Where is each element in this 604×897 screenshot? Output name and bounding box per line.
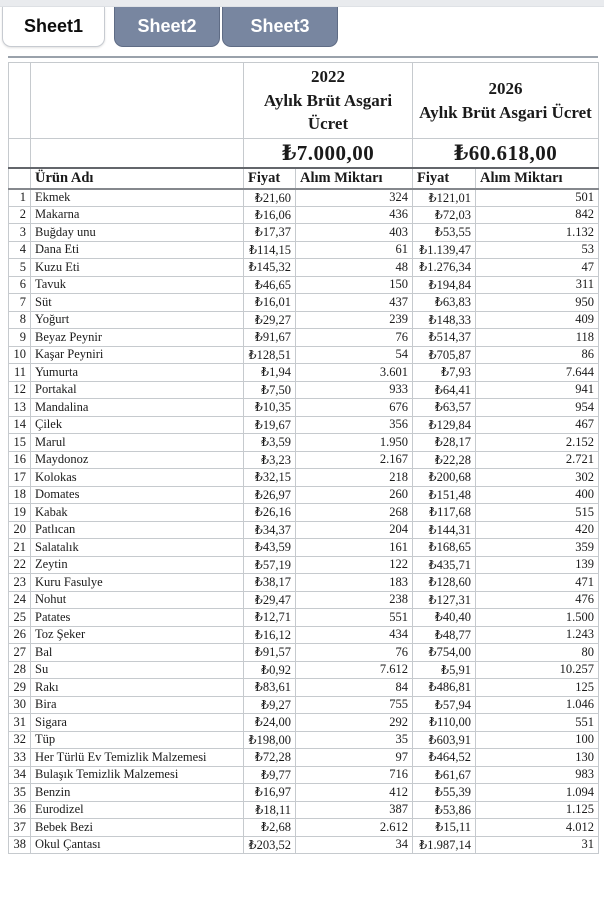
quantity-2022-cell[interactable]: 292 xyxy=(296,714,413,732)
quantity-2022-cell[interactable]: 403 xyxy=(296,224,413,242)
quantity-2026-cell[interactable]: 551 xyxy=(476,714,599,732)
product-name-cell[interactable]: Dana Eti xyxy=(31,241,244,259)
product-name-cell[interactable]: Kuru Fasulye xyxy=(31,574,244,592)
row-number-cell[interactable]: 35 xyxy=(9,784,31,802)
quantity-2026-cell[interactable]: 125 xyxy=(476,679,599,697)
table-row xyxy=(9,521,599,539)
table-row xyxy=(9,364,599,382)
table-row xyxy=(9,241,599,259)
table-row xyxy=(9,259,599,277)
quantity-2022-cell[interactable]: 356 xyxy=(296,416,413,434)
price-2026-cell[interactable]: ₺63,57 xyxy=(413,399,476,417)
row-number-cell[interactable]: 1 xyxy=(9,189,31,207)
year-2026-label: 2026 xyxy=(488,78,523,98)
quantity-2022-cell[interactable]: 239 xyxy=(296,311,413,329)
quantity-2022-cell[interactable]: 150 xyxy=(296,276,413,294)
quantity-2022-cell[interactable]: 260 xyxy=(296,486,413,504)
product-name-cell[interactable]: Portakal xyxy=(31,381,244,399)
price-2026-cell[interactable]: ₺63,83 xyxy=(413,294,476,312)
header-row-wages xyxy=(9,139,599,168)
price-2022-cell[interactable]: ₺26,97 xyxy=(244,486,296,504)
price-2026-cell[interactable]: ₺1.987,14 xyxy=(413,836,476,854)
quantity-2022-cell[interactable]: 35 xyxy=(296,731,413,749)
subtitle-2026-label: Aylık Brüt Asgari Ücret xyxy=(419,102,592,122)
product-header-spacer-cell[interactable] xyxy=(31,63,244,139)
quantity-2022-cell[interactable]: 183 xyxy=(296,574,413,592)
product-name-cell[interactable]: Marul xyxy=(31,434,244,452)
price-2026-cell[interactable]: ₺55,39 xyxy=(413,784,476,802)
price-2026-cell[interactable]: ₺194,84 xyxy=(413,276,476,294)
price-2026-cell[interactable]: ₺151,48 xyxy=(413,486,476,504)
quantity-2022-cell[interactable]: 3.601 xyxy=(296,364,413,382)
quantity-2026-column-header[interactable]: Alım Miktarı xyxy=(476,168,599,189)
table-row xyxy=(9,539,599,557)
tab-sheet3[interactable] xyxy=(222,7,338,47)
product-name-cell[interactable]: Patates xyxy=(31,609,244,627)
table-row xyxy=(9,626,599,644)
product-name-cell[interactable]: Okul Çantası xyxy=(31,836,244,854)
product-name-cell[interactable]: Çilek xyxy=(31,416,244,434)
table-body xyxy=(9,189,599,854)
price-2026-cell[interactable]: ₺200,68 xyxy=(413,469,476,487)
quantity-2022-cell[interactable]: 412 xyxy=(296,784,413,802)
product-name-cell[interactable]: Zeytin xyxy=(31,556,244,574)
price-2026-cell[interactable]: ₺514,37 xyxy=(413,329,476,347)
price-2022-cell[interactable]: ₺17,37 xyxy=(244,224,296,242)
price-2026-cell[interactable]: ₺705,87 xyxy=(413,346,476,364)
row-number-cell[interactable]: 14 xyxy=(9,416,31,434)
table-row xyxy=(9,329,599,347)
price-2026-cell[interactable]: ₺128,60 xyxy=(413,574,476,592)
price-2026-cell[interactable]: ₺28,17 xyxy=(413,434,476,452)
quantity-2026-cell[interactable]: 950 xyxy=(476,294,599,312)
price-2026-cell[interactable]: ₺110,00 xyxy=(413,714,476,732)
table-row xyxy=(9,346,599,364)
row-number-cell[interactable]: 7 xyxy=(9,294,31,312)
table-row xyxy=(9,276,599,294)
table-row xyxy=(9,224,599,242)
price-2026-cell[interactable]: ₺53,86 xyxy=(413,801,476,819)
table-row xyxy=(9,486,599,504)
row-number-cell[interactable]: 17 xyxy=(9,469,31,487)
table-row xyxy=(9,206,599,224)
row-number-cell[interactable]: 38 xyxy=(9,836,31,854)
price-2022-cell[interactable]: ₺12,71 xyxy=(244,609,296,627)
quantity-2022-cell[interactable]: 76 xyxy=(296,329,413,347)
product-name-cell[interactable]: Yumurta xyxy=(31,364,244,382)
sheet-tab-bar xyxy=(0,7,604,49)
top-strip xyxy=(0,0,604,7)
price-2026-cell[interactable]: ₺53,55 xyxy=(413,224,476,242)
quantity-2026-cell[interactable]: 400 xyxy=(476,486,599,504)
price-2026-cell[interactable]: ₺22,28 xyxy=(413,451,476,469)
price-2022-cell[interactable]: ₺29,27 xyxy=(244,311,296,329)
price-2026-cell[interactable]: ₺148,33 xyxy=(413,311,476,329)
price-2022-cell[interactable]: ₺43,59 xyxy=(244,539,296,557)
quantity-2022-cell[interactable]: 324 xyxy=(296,189,413,207)
quantity-2022-cell[interactable]: 716 xyxy=(296,766,413,784)
price-2022-cell[interactable]: ₺83,61 xyxy=(244,679,296,697)
price-2022-cell[interactable]: ₺38,17 xyxy=(244,574,296,592)
row-number-cell[interactable]: 21 xyxy=(9,539,31,557)
row-number-cell[interactable]: 25 xyxy=(9,609,31,627)
quantity-2022-cell[interactable]: 1.950 xyxy=(296,434,413,452)
row-number-cell[interactable]: 29 xyxy=(9,679,31,697)
table-row xyxy=(9,556,599,574)
price-2026-cell[interactable]: ₺1.139,47 xyxy=(413,241,476,259)
quantity-2022-cell[interactable]: 2.612 xyxy=(296,819,413,837)
quantity-2022-cell[interactable]: 76 xyxy=(296,644,413,662)
product-name-cell[interactable]: Mandalina xyxy=(31,399,244,417)
quantity-2026-cell[interactable]: 2.721 xyxy=(476,451,599,469)
row-number-cell[interactable]: 16 xyxy=(9,451,31,469)
price-2022-cell[interactable]: ₺29,47 xyxy=(244,591,296,609)
quantity-2022-cell[interactable]: 437 xyxy=(296,294,413,312)
product-name-cell[interactable]: Rakı xyxy=(31,679,244,697)
quantity-2026-cell[interactable]: 1.243 xyxy=(476,626,599,644)
table-row xyxy=(9,451,599,469)
quantity-2026-cell[interactable]: 4.012 xyxy=(476,819,599,837)
quantity-2026-cell[interactable]: 118 xyxy=(476,329,599,347)
tab-sheet1-label: Sheet1 xyxy=(23,16,84,36)
quantity-2022-cell[interactable]: 933 xyxy=(296,381,413,399)
price-2022-cell[interactable]: ₺114,15 xyxy=(244,241,296,259)
quantity-2026-cell[interactable]: 954 xyxy=(476,399,599,417)
header-row-titles xyxy=(9,63,599,139)
price-2026-cell[interactable]: ₺144,31 xyxy=(413,521,476,539)
product-name-cell[interactable]: Toz Şeker xyxy=(31,626,244,644)
row-number-cell[interactable]: 12 xyxy=(9,381,31,399)
quantity-2022-cell[interactable]: 48 xyxy=(296,259,413,277)
quantity-2026-cell[interactable]: 983 xyxy=(476,766,599,784)
quantity-2022-cell[interactable]: 54 xyxy=(296,346,413,364)
table-row xyxy=(9,801,599,819)
quantity-2026-cell[interactable]: 86 xyxy=(476,346,599,364)
tab-sheet2-label: Sheet2 xyxy=(137,16,197,36)
price-2022-cell[interactable]: ₺10,35 xyxy=(244,399,296,417)
price-2022-cell[interactable]: ₺128,51 xyxy=(244,346,296,364)
price-2022-cell[interactable]: ₺7,50 xyxy=(244,381,296,399)
product-name-cell[interactable]: Her Türlü Ev Temizlik Malzemesi xyxy=(31,749,244,767)
table-row xyxy=(9,696,599,714)
price-2022-cell[interactable]: ₺145,32 xyxy=(244,259,296,277)
row-number-cell[interactable]: 36 xyxy=(9,801,31,819)
price-2026-cell[interactable]: ₺127,31 xyxy=(413,591,476,609)
subtitle-2022-label: Aylık Brüt Asgari Ücret xyxy=(263,90,393,134)
price-2022-cell[interactable]: ₺57,19 xyxy=(244,556,296,574)
quantity-2022-cell[interactable]: 161 xyxy=(296,539,413,557)
table-row xyxy=(9,399,599,417)
quantity-2026-cell[interactable]: 471 xyxy=(476,574,599,592)
price-2026-cell[interactable]: ₺15,11 xyxy=(413,819,476,837)
quantity-2026-cell[interactable]: 7.644 xyxy=(476,364,599,382)
row-number-cell[interactable]: 23 xyxy=(9,574,31,592)
row-number-cell[interactable]: 34 xyxy=(9,766,31,784)
price-2022-cell[interactable]: ₺3,59 xyxy=(244,434,296,452)
product-name-cell[interactable]: Sigara xyxy=(31,714,244,732)
price-2026-cell[interactable]: ₺64,41 xyxy=(413,381,476,399)
price-2022-cell[interactable]: ₺46,65 xyxy=(244,276,296,294)
quantity-2026-cell[interactable]: 1.500 xyxy=(476,609,599,627)
price-2026-cell[interactable]: ₺5,91 xyxy=(413,661,476,679)
quantity-2022-cell[interactable]: 97 xyxy=(296,749,413,767)
table-row xyxy=(9,294,599,312)
quantity-2022-cell[interactable]: 84 xyxy=(296,679,413,697)
tab-sheet1[interactable] xyxy=(2,7,105,47)
table-row xyxy=(9,591,599,609)
price-2026-cell[interactable]: ₺1.276,34 xyxy=(413,259,476,277)
row-number-cell[interactable]: 4 xyxy=(9,241,31,259)
price-2022-cell[interactable]: ₺72,28 xyxy=(244,749,296,767)
table-row xyxy=(9,381,599,399)
price-2026-cell[interactable]: ₺754,00 xyxy=(413,644,476,662)
row-number-cell[interactable]: 10 xyxy=(9,346,31,364)
row-number-cell[interactable]: 5 xyxy=(9,259,31,277)
quantity-2022-cell[interactable]: 268 xyxy=(296,504,413,522)
product-name-cell[interactable]: Tavuk xyxy=(31,276,244,294)
price-2022-cell[interactable]: ₺203,52 xyxy=(244,836,296,854)
quantity-2022-cell[interactable]: 2.167 xyxy=(296,451,413,469)
quantity-2026-cell[interactable]: 139 xyxy=(476,556,599,574)
product-name-cell[interactable]: Buğday unu xyxy=(31,224,244,242)
quantity-2026-cell[interactable]: 302 xyxy=(476,469,599,487)
price-2022-cell[interactable]: ₺34,37 xyxy=(244,521,296,539)
table-row xyxy=(9,836,599,854)
price-2026-cell[interactable]: ₺61,67 xyxy=(413,766,476,784)
product-name-cell[interactable]: Süt xyxy=(31,294,244,312)
row-number-cell[interactable]: 30 xyxy=(9,696,31,714)
quantity-2026-cell[interactable]: 100 xyxy=(476,731,599,749)
row-number-cell[interactable]: 24 xyxy=(9,591,31,609)
price-2022-cell[interactable]: ₺1,94 xyxy=(244,364,296,382)
price-2022-cell[interactable]: ₺21,60 xyxy=(244,189,296,207)
empty-cell[interactable] xyxy=(31,139,244,168)
price-2022-cell[interactable]: ₺91,57 xyxy=(244,644,296,662)
price-2022-cell[interactable]: ₺91,67 xyxy=(244,329,296,347)
quantity-2022-cell[interactable]: 676 xyxy=(296,399,413,417)
row-number-cell[interactable]: 9 xyxy=(9,329,31,347)
rownum-column-header[interactable] xyxy=(9,168,31,189)
quantity-2022-cell[interactable]: 218 xyxy=(296,469,413,487)
quantity-2026-cell[interactable]: 409 xyxy=(476,311,599,329)
product-name-cell[interactable]: Salatalık xyxy=(31,539,244,557)
price-2022-cell[interactable]: ₺26,16 xyxy=(244,504,296,522)
quantity-2026-cell[interactable]: 53 xyxy=(476,241,599,259)
row-number-cell[interactable]: 37 xyxy=(9,819,31,837)
product-name-cell[interactable]: Kolokas xyxy=(31,469,244,487)
quantity-2026-cell[interactable]: 1.046 xyxy=(476,696,599,714)
product-name-cell[interactable]: Tüp xyxy=(31,731,244,749)
price-2026-cell[interactable]: ₺168,65 xyxy=(413,539,476,557)
quantity-2026-cell[interactable]: 941 xyxy=(476,381,599,399)
row-number-cell[interactable]: 19 xyxy=(9,504,31,522)
table-row xyxy=(9,661,599,679)
row-number-cell[interactable]: 27 xyxy=(9,644,31,662)
product-name-cell[interactable]: Kabak xyxy=(31,504,244,522)
corner-cell[interactable] xyxy=(9,63,31,139)
row-number-cell[interactable]: 13 xyxy=(9,399,31,417)
price-2022-cell[interactable]: ₺32,15 xyxy=(244,469,296,487)
quantity-2026-cell[interactable]: 130 xyxy=(476,749,599,767)
row-number-cell[interactable]: 33 xyxy=(9,749,31,767)
table-row xyxy=(9,434,599,452)
price-2022-cell[interactable]: ₺9,77 xyxy=(244,766,296,784)
row-number-cell[interactable]: 15 xyxy=(9,434,31,452)
quantity-2026-cell[interactable]: 359 xyxy=(476,539,599,557)
row-number-cell[interactable]: 18 xyxy=(9,486,31,504)
price-2022-cell[interactable]: ₺18,11 xyxy=(244,801,296,819)
price-2022-cell[interactable]: ₺16,01 xyxy=(244,294,296,312)
price-2026-cell[interactable]: ₺57,94 xyxy=(413,696,476,714)
price-2022-cell[interactable]: ₺3,23 xyxy=(244,451,296,469)
price-2026-cell[interactable]: ₺129,84 xyxy=(413,416,476,434)
product-name-cell[interactable]: Makarna xyxy=(31,206,244,224)
table-row xyxy=(9,819,599,837)
price-2026-cell[interactable]: ₺603,91 xyxy=(413,731,476,749)
price-2026-cell[interactable]: ₺40,40 xyxy=(413,609,476,627)
table-row xyxy=(9,311,599,329)
row-number-cell[interactable]: 2 xyxy=(9,206,31,224)
table-row xyxy=(9,784,599,802)
quantity-2022-cell[interactable]: 7.612 xyxy=(296,661,413,679)
quantity-2022-cell[interactable]: 61 xyxy=(296,241,413,259)
table-row xyxy=(9,189,599,207)
quantity-2022-cell[interactable]: 434 xyxy=(296,626,413,644)
row-number-cell[interactable]: 20 xyxy=(9,521,31,539)
quantity-2026-cell[interactable]: 31 xyxy=(476,836,599,854)
price-2022-cell[interactable]: ₺0,92 xyxy=(244,661,296,679)
table-row xyxy=(9,416,599,434)
product-name-cell[interactable]: Bira xyxy=(31,696,244,714)
quantity-2026-cell[interactable]: 420 xyxy=(476,521,599,539)
quantity-2026-cell[interactable]: 1.094 xyxy=(476,784,599,802)
price-2022-cell[interactable]: ₺16,06 xyxy=(244,206,296,224)
product-name-cell[interactable]: Kuzu Eti xyxy=(31,259,244,277)
year-2022-label: 2022 xyxy=(311,66,345,86)
product-name-cell[interactable]: Benzin xyxy=(31,784,244,802)
price-2026-cell[interactable]: ₺72,03 xyxy=(413,206,476,224)
quantity-2026-cell[interactable]: 501 xyxy=(476,189,599,207)
header-row-columns xyxy=(9,168,599,189)
product-name-cell[interactable]: Bebek Bezi xyxy=(31,819,244,837)
product-name-cell[interactable]: Maydonoz xyxy=(31,451,244,469)
tab-sheet3-label: Sheet3 xyxy=(250,16,310,36)
row-number-cell[interactable]: 31 xyxy=(9,714,31,732)
product-name-cell[interactable]: Kaşar Peyniri xyxy=(31,346,244,364)
quantity-2022-cell[interactable]: 551 xyxy=(296,609,413,627)
table-row xyxy=(9,504,599,522)
product-name-cell[interactable]: Eurodizel xyxy=(31,801,244,819)
row-number-cell[interactable]: 32 xyxy=(9,731,31,749)
price-2022-column-header[interactable]: Fiyat xyxy=(244,168,296,189)
table-row xyxy=(9,714,599,732)
price-table xyxy=(8,62,599,854)
price-2022-cell[interactable]: ₺16,97 xyxy=(244,784,296,802)
quantity-2022-cell[interactable]: 436 xyxy=(296,206,413,224)
price-2022-cell[interactable]: ₺24,00 xyxy=(244,714,296,732)
table-row xyxy=(9,731,599,749)
quantity-2022-cell[interactable]: 387 xyxy=(296,801,413,819)
quantity-2022-cell[interactable]: 755 xyxy=(296,696,413,714)
price-2022-cell[interactable]: ₺2,68 xyxy=(244,819,296,837)
table-row xyxy=(9,609,599,627)
empty-cell[interactable] xyxy=(9,139,31,168)
product-name-cell[interactable]: Ekmek xyxy=(31,189,244,207)
price-2026-cell[interactable]: ₺486,81 xyxy=(413,679,476,697)
header-2026-wage-title[interactable] xyxy=(413,63,599,139)
header-2022-wage-title[interactable] xyxy=(244,63,413,139)
product-name-cell[interactable]: Bulaşık Temizlik Malzemesi xyxy=(31,766,244,784)
row-number-cell[interactable]: 6 xyxy=(9,276,31,294)
quantity-2022-column-header[interactable]: Alım Miktarı xyxy=(296,168,413,189)
quantity-2022-cell[interactable]: 122 xyxy=(296,556,413,574)
price-2026-column-header[interactable]: Fiyat xyxy=(413,168,476,189)
row-number-cell[interactable]: 11 xyxy=(9,364,31,382)
quantity-2026-cell[interactable]: 476 xyxy=(476,591,599,609)
product-name-cell[interactable]: Domates xyxy=(31,486,244,504)
table-row xyxy=(9,644,599,662)
quantity-2026-cell[interactable]: 467 xyxy=(476,416,599,434)
quantity-2026-cell[interactable]: 80 xyxy=(476,644,599,662)
product-name-cell[interactable]: Nohut xyxy=(31,591,244,609)
product-name-cell[interactable]: Su xyxy=(31,661,244,679)
tab-bar-divider xyxy=(8,56,598,58)
quantity-2026-cell[interactable]: 1.125 xyxy=(476,801,599,819)
row-number-cell[interactable]: 8 xyxy=(9,311,31,329)
price-2022-cell[interactable]: ₺19,67 xyxy=(244,416,296,434)
table-row xyxy=(9,574,599,592)
quantity-2026-cell[interactable]: 47 xyxy=(476,259,599,277)
quantity-2026-cell[interactable]: 2.152 xyxy=(476,434,599,452)
row-number-cell[interactable]: 3 xyxy=(9,224,31,242)
table-row xyxy=(9,749,599,767)
quantity-2026-cell[interactable]: 1.132 xyxy=(476,224,599,242)
price-2026-cell[interactable]: ₺435,71 xyxy=(413,556,476,574)
quantity-2026-cell[interactable]: 842 xyxy=(476,206,599,224)
product-column-header[interactable]: Ürün Adı xyxy=(31,168,244,189)
product-name-cell[interactable]: Yoğurt xyxy=(31,311,244,329)
price-2022-cell[interactable]: ₺16,12 xyxy=(244,626,296,644)
quantity-2022-cell[interactable]: 238 xyxy=(296,591,413,609)
quantity-2026-cell[interactable]: 10.257 xyxy=(476,661,599,679)
table-row xyxy=(9,679,599,697)
quantity-2026-cell[interactable]: 515 xyxy=(476,504,599,522)
price-2026-cell[interactable]: ₺48,77 xyxy=(413,626,476,644)
tab-sheet2[interactable] xyxy=(114,7,220,47)
product-name-cell[interactable]: Patlıcan xyxy=(31,521,244,539)
price-2026-cell[interactable]: ₺464,52 xyxy=(413,749,476,767)
quantity-2022-cell[interactable]: 34 xyxy=(296,836,413,854)
price-2026-cell[interactable]: ₺7,93 xyxy=(413,364,476,382)
price-2022-cell[interactable]: ₺198,00 xyxy=(244,731,296,749)
quantity-2026-cell[interactable]: 311 xyxy=(476,276,599,294)
wage-2026-value[interactable]: ₺60.618,00 xyxy=(413,139,599,168)
row-number-cell[interactable]: 26 xyxy=(9,626,31,644)
wage-2022-value[interactable]: ₺7.000,00 xyxy=(244,139,413,168)
product-name-cell[interactable]: Beyaz Peynir xyxy=(31,329,244,347)
row-number-cell[interactable]: 28 xyxy=(9,661,31,679)
quantity-2022-cell[interactable]: 204 xyxy=(296,521,413,539)
price-2026-cell[interactable]: ₺117,68 xyxy=(413,504,476,522)
price-2022-cell[interactable]: ₺9,27 xyxy=(244,696,296,714)
table-row xyxy=(9,766,599,784)
table-row xyxy=(9,469,599,487)
product-name-cell[interactable]: Bal xyxy=(31,644,244,662)
price-2026-cell[interactable]: ₺121,01 xyxy=(413,189,476,207)
row-number-cell[interactable]: 22 xyxy=(9,556,31,574)
